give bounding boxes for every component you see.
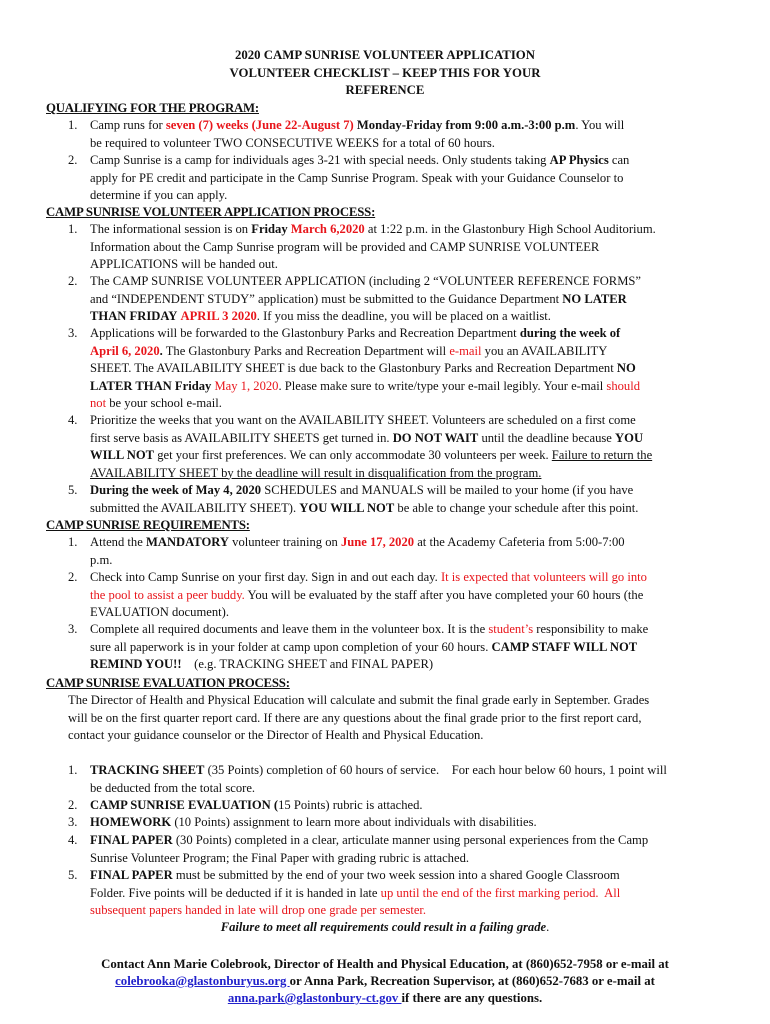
text-run: Camp Sunrise is a camp for individuals ages 3-21 with special needs. Only students taking <box>90 153 550 167</box>
email-link-anna-park[interactable]: anna.park@glastonbury-ct.gov <box>227 991 402 1005</box>
text-run: Complete all required documents and leave them in the volunteer box. It is the <box>90 622 489 636</box>
text-run: Information about the Camp Sunrise program will be provided and CAMP SUNRISE VOLUNTEER <box>90 239 600 254</box>
text-run: 15 Points) rubric is attached. <box>278 798 423 812</box>
contact-line-2 <box>0 973 770 991</box>
list-text <box>90 117 718 152</box>
text-run: responsibility to make <box>533 622 649 636</box>
text-run: . <box>159 343 163 358</box>
contact-line-3 <box>0 990 770 1008</box>
text-run: WILL NOT <box>90 448 155 462</box>
application-deadline: APRIL 3 2020 <box>180 309 257 323</box>
list-text <box>90 152 718 205</box>
list-number: 2. <box>68 798 78 812</box>
text-run: during the week of <box>519 326 621 340</box>
text-run: FINAL PAPER <box>90 833 173 847</box>
list-text <box>90 814 718 832</box>
text-run: (30 Points) completed in a clear, articulate manner using personal experiences from the Camp <box>172 833 649 847</box>
text-run: Attend the <box>90 535 146 549</box>
text-run: be your school e-mail. <box>106 396 222 410</box>
text-run: Sunrise Volunteer Program; the Final Paper with grading rubric is attached. <box>90 850 470 865</box>
camp-hours: Monday-Friday from 9:00 a.m.-3:00 p.m <box>353 118 576 132</box>
text-run: volunteer training on <box>229 535 341 549</box>
text-run: the pool to assist a peer buddy. <box>90 587 245 602</box>
list-text <box>90 534 718 569</box>
list-text <box>90 325 718 413</box>
list-number: 2. <box>68 153 78 167</box>
text-run: You will be evaluated by the staff after you have completed your 60 hours (the <box>244 587 644 602</box>
text-run: CAMP STAFF WILL NOT <box>491 639 638 654</box>
text-run: be deducted from the total score. <box>90 780 256 795</box>
list-number: 4. <box>68 413 78 427</box>
text-run: . You will <box>575 118 625 132</box>
text-run: (e.g. TRACKING SHEET and FINAL PAPER) <box>181 657 434 671</box>
training-date: June 17, 2020 <box>340 535 415 549</box>
text-run: subsequent papers handed in late will drop one grade per semester. <box>90 903 427 917</box>
text-run: p.m. <box>90 552 113 567</box>
text-run: not <box>90 396 107 410</box>
text-run: The Glastonbury Parks and Recreation Department will <box>162 343 450 358</box>
evaluation-paragraph <box>68 692 728 745</box>
text-run: apply for PE credit and participate in the Camp Sunrise Program. Speak with your Guidance Counselor to <box>90 170 624 185</box>
text-run: THAN FRIDAY <box>90 309 178 323</box>
text-run: The CAMP SUNRISE VOLUNTEER APPLICATION (including 2 “VOLUNTEER REFERENCE FORMS” <box>90 274 641 288</box>
text-run: must be submitted by the end of your two week session into a shared Google Classroom <box>172 868 620 882</box>
text-run: The informational session is on <box>90 222 252 236</box>
availability-deadline: May 1, 2020 <box>214 378 279 393</box>
document-title-line-1: 2020 CAMP SUNRISE VOLUNTEER APPLICATION <box>234 48 536 62</box>
qualifying-heading: QUALIFYING FOR THE PROGRAM: <box>46 101 259 115</box>
list-number: 5. <box>68 483 78 497</box>
text-run: first serve basis as AVAILABILITY SHEETS get turned in. <box>90 430 393 445</box>
list-text <box>90 482 718 517</box>
list-text <box>90 569 718 622</box>
list-number: 4. <box>68 833 78 847</box>
text-run: APPLICATIONS will be handed out. <box>90 257 278 271</box>
document-title-line-3: REFERENCE <box>345 83 425 97</box>
text-run: or Anna Park, Recreation Supervisor, at (860)652-7683 or e-mail at <box>289 974 655 988</box>
text-run: SHEET. The AVAILABILITY SHEET is due back to the Glastonbury Parks and Recreation Department <box>90 361 617 375</box>
failure-warning <box>0 919 770 937</box>
text-run: Friday <box>251 222 288 236</box>
text-run: AVAILABILITY SHEET by the deadline will result in disqualification from the program. <box>90 465 542 480</box>
text-run: submitted the AVAILABILITY SHEET). <box>90 500 300 515</box>
text-run: TRACKING SHEET <box>90 763 205 777</box>
text-run: Failure to return the <box>551 448 653 462</box>
text-run: Check into Camp Sunrise on your first day. Sign in and out each day. <box>90 570 441 584</box>
contact-line-1: Contact Ann Marie Colebrook, Director of Health and Physical Education, at (860)652-7958 or e-mail at <box>101 957 669 971</box>
text-run: LATER THAN Friday <box>90 378 212 393</box>
email-link-colebrooka[interactable]: colebrooka@glastonburyus.org <box>115 974 290 988</box>
text-run: . Please make sure to write/type your e-mail legibly. Your e-mail <box>278 378 607 393</box>
text-run: Camp runs for <box>90 118 166 132</box>
text-run: at the Academy Cafeteria from 5:00-7:00 <box>414 535 625 549</box>
list-text <box>90 867 718 920</box>
camp-dates: seven (7) weeks (June 22-August 7) <box>165 118 354 132</box>
list-number: 3. <box>68 326 78 340</box>
list-text <box>90 412 718 482</box>
text-run: and “INDEPENDENT STUDY” application) must be submitted to the Guidance Department <box>90 291 563 306</box>
text-run: MANDATORY <box>145 535 230 549</box>
text-run: should <box>606 378 641 393</box>
list-text <box>90 273 718 326</box>
evaluation-heading: CAMP SUNRISE EVALUATION PROCESS: <box>46 676 290 690</box>
info-session-date: March 6,2020 <box>290 222 365 236</box>
requirements-heading: CAMP SUNRISE REQUIREMENTS: <box>46 518 250 532</box>
list-number: 5. <box>68 868 78 882</box>
list-number: 2. <box>68 570 78 584</box>
text-run: During the week of May 4, 2020 <box>90 483 262 497</box>
text-run: Folder. Five points will be deducted if it is handed in late <box>90 885 381 900</box>
text-run: (35 Points) completion of 60 hours of service. For each hour below 60 hours, 1 point will <box>204 763 667 777</box>
list-text <box>90 621 718 674</box>
list-number: 2. <box>68 274 78 288</box>
text-run: until the deadline because <box>478 430 616 445</box>
text-run: Prioritize the weeks that you want on the AVAILABILITY SHEET. Volunteers are scheduled on a first come <box>90 413 636 427</box>
text-run: can <box>608 153 630 167</box>
list-number: 1. <box>68 763 78 777</box>
text-run: EVALUATION document). <box>90 605 229 619</box>
list-number: 3. <box>68 622 78 636</box>
text-run: YOU WILL NOT <box>299 500 395 515</box>
text-run: . If you miss the deadline, you will be placed on a waitlist. <box>256 309 551 323</box>
text-run: (10 Points) assignment to learn more about individuals with disabilities. <box>171 815 537 829</box>
text-run: will be on the first quarter report card. If there are any questions about the final grade prior to the first report card, <box>68 710 642 725</box>
text-run: NO LATER <box>562 291 627 306</box>
text-run: if there are any questions. <box>401 991 543 1005</box>
text-run: contact your guidance counselor or the Director of Health and Physical Education. <box>68 728 484 742</box>
text-run: . <box>546 920 550 934</box>
text-run: It is expected that volunteers will go into <box>440 570 647 584</box>
text-run: FINAL PAPER <box>90 868 173 882</box>
text-run: YOU <box>615 430 644 445</box>
text-run: get your first preferences. We can only accommodate 30 volunteers per week. <box>154 448 552 462</box>
text-run: you an AVAILABILITY <box>481 343 608 358</box>
forward-date: April 6, 2020 <box>90 343 160 358</box>
text-run: CAMP SUNRISE EVALUATION ( <box>90 798 279 812</box>
text-run: DO NOT WAIT <box>392 430 479 445</box>
list-text <box>90 221 718 274</box>
text-run: REMIND YOU!! <box>90 657 182 671</box>
text-run: sure all paperwork is in your folder at camp upon completion of your 60 hours. <box>90 639 492 654</box>
text-run: Applications will be forwarded to the Glastonbury Parks and Recreation Department <box>90 326 520 340</box>
course-name: AP Physics <box>549 153 609 167</box>
list-number: 1. <box>68 118 78 132</box>
list-number: 1. <box>68 535 78 549</box>
text-run: student’s <box>488 622 534 636</box>
process-heading: CAMP SUNRISE VOLUNTEER APPLICATION PROCESS: <box>46 205 376 219</box>
list-text <box>90 797 718 815</box>
text-run: NO <box>616 361 636 375</box>
text-run: determine if you can apply. <box>90 188 228 202</box>
text-run: be able to change your schedule after this point. <box>394 500 639 515</box>
text-run: be required to volunteer TWO CONSECUTIVE WEEKS for a total of 60 hours. <box>90 135 495 150</box>
list-number: 1. <box>68 222 78 236</box>
list-text <box>90 832 718 867</box>
list-number: 3. <box>68 815 78 829</box>
text-run: SCHEDULES and MANUALS will be mailed to your home (if you have <box>261 483 634 497</box>
text-run: HOMEWORK <box>90 815 172 829</box>
text-run: up until the end of the first marking period. All <box>380 885 621 900</box>
text-run: The Director of Health and Physical Education will calculate and submit the final grade early in September. Grades <box>68 693 650 707</box>
text-run: at 1:22 p.m. in the Glastonbury High School Auditorium. <box>364 222 656 236</box>
text-run: e-mail <box>449 343 482 358</box>
list-text <box>90 762 718 797</box>
text-run: Failure to meet all requirements could result in a failing grade <box>220 920 547 934</box>
document-title-line-2: VOLUNTEER CHECKLIST – KEEP THIS FOR YOUR <box>229 66 541 80</box>
